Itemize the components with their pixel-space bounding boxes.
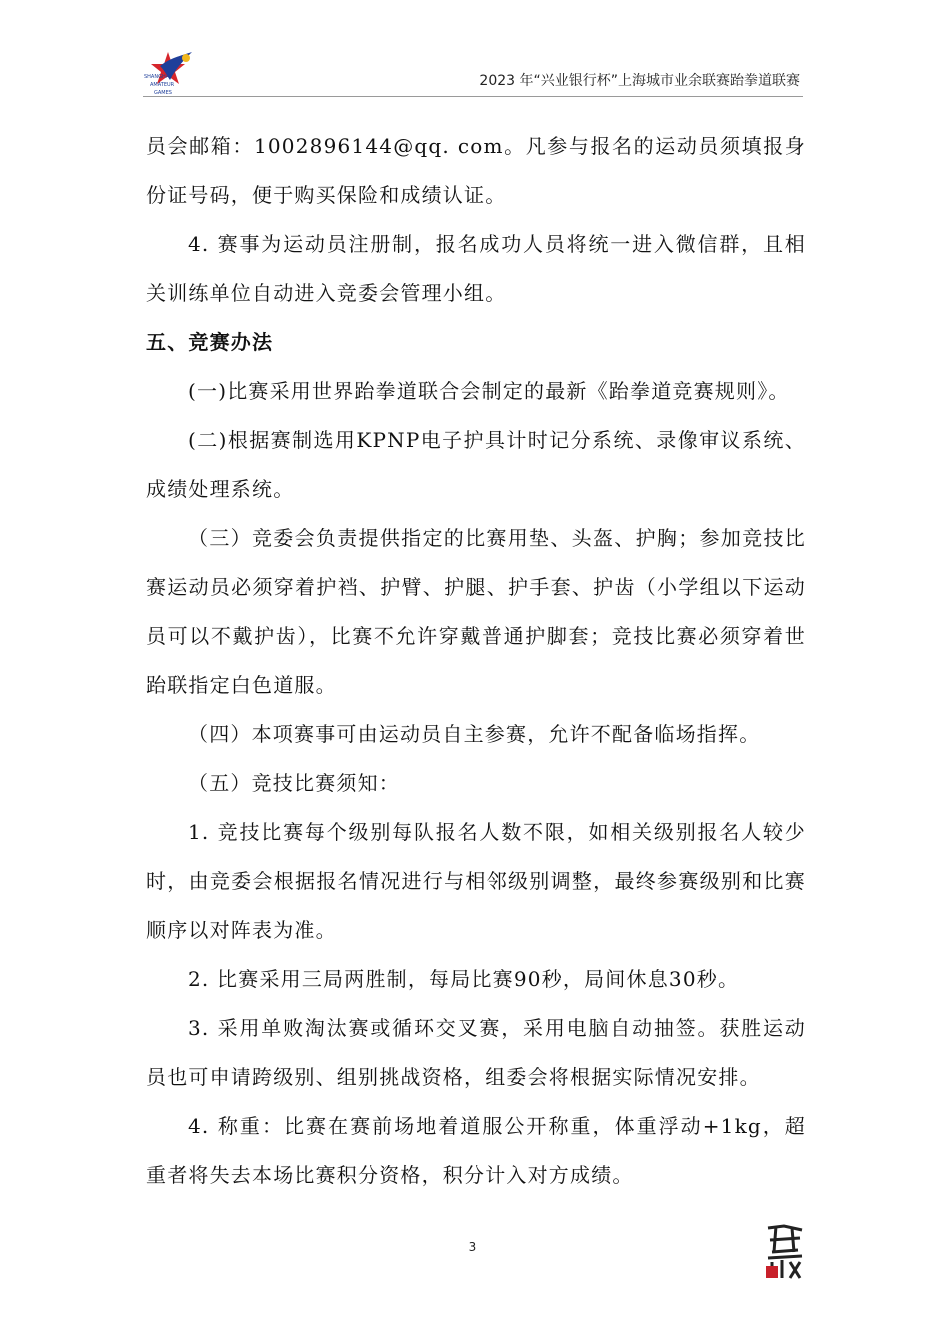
paragraph: 员会邮箱：1002896144@qq. com。凡参与报名的运动员须填报身份证号码，便于购买保险和成绩认证。 [146, 134, 806, 207]
paragraph: （四）本项赛事可由运动员自主参赛，允许不配备临场指挥。 [188, 722, 761, 746]
paragraph: (一)比赛采用世界跆拳道联合会制定的最新《跆拳道竞赛规则》。 [188, 379, 790, 403]
paragraph: 2. 比赛采用三局两胜制，每局比赛90秒，局间休息30秒。 [188, 967, 740, 991]
paragraph: （三）竞委会负责提供指定的比赛用垫、头盔、护胸；参加竞技比赛运动员必须穿着护裆、护臂、护腿、护手套、护齿（小学组以下运动员可以不戴护齿），比赛不允许穿戴普通护脚套；竞技比赛必须穿着世跆联指定白色道服。 [146, 526, 806, 697]
svg-text:SHANGHAI: SHANGHAI [144, 74, 171, 80]
paragraph: (二)根据赛制选用KPNP电子护具计时记分系统、录像审议系统、成绩处理系统。 [146, 428, 806, 501]
paragraph: 4. 称重：比赛在赛前场地着道服公开称重，体重浮动+1kg，超重者将失去本场比赛积分资格，积分计入对方成绩。 [146, 1114, 806, 1187]
seal-stamp-icon [762, 1222, 808, 1282]
page-header [0, 0, 945, 110]
header-title: 2023 年“兴业银行杯”上海城市业余联赛跆拳道联赛 [479, 73, 800, 89]
document-body [146, 122, 806, 1200]
page-number: 3 [468, 1240, 477, 1254]
league-logo-icon [140, 50, 202, 102]
header-divider [143, 96, 803, 97]
paragraph: （五）竞技比赛须知： [188, 771, 400, 795]
paragraph: 3. 采用单败淘汰赛或循环交叉赛，采用电脑自动抽签。获胜运动员也可申请跨级别、组别挑战资格，组委会将根据实际情况安排。 [146, 1016, 806, 1089]
section-heading: 五、竞赛办法 [146, 330, 274, 354]
paragraph: 1. 竞技比赛每个级别每队报名人数不限，如相关级别报名人较少时，由竞委会根据报名情况进行与相邻级别调整，最终参赛级别和比赛顺序以对阵表为准。 [146, 820, 806, 942]
paragraph: 4. 赛事为运动员注册制，报名成功人员将统一进入微信群，且相关训练单位自动进入竞委会管理小组。 [146, 232, 806, 305]
svg-text:GAMES: GAMES [154, 90, 172, 96]
svg-text:AMATEUR: AMATEUR [150, 82, 175, 88]
